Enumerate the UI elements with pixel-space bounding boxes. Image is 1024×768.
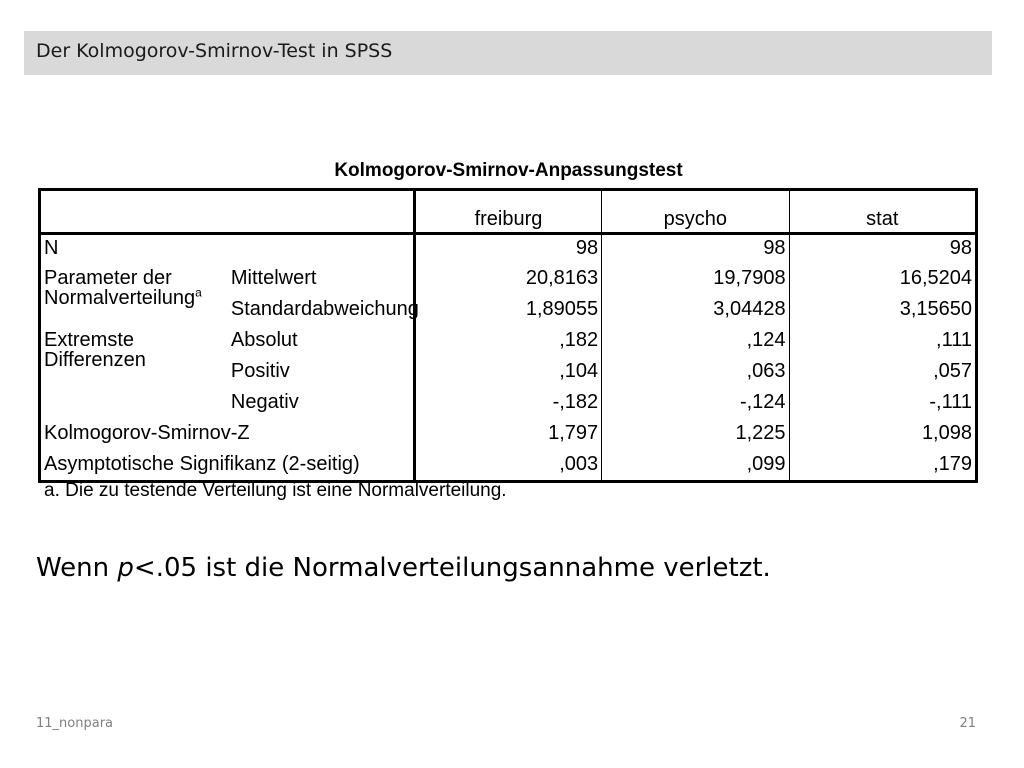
row-sublabel bbox=[227, 234, 414, 265]
row-label: N bbox=[44, 237, 59, 259]
row-sublabel: Negativ bbox=[230, 390, 299, 413]
value-cell: 98 bbox=[414, 234, 601, 265]
row-sublabel: Mittelwert bbox=[230, 266, 317, 289]
value-cell: -,111 bbox=[789, 389, 976, 420]
value-cell: ,124 bbox=[602, 327, 789, 358]
column-header-stat: stat bbox=[789, 190, 976, 234]
column-header-psycho: psycho bbox=[602, 190, 789, 234]
value-cell: 1,225 bbox=[602, 420, 789, 451]
row-label: Extremste Differenzen bbox=[44, 328, 146, 371]
value-cell: 98 bbox=[602, 234, 789, 265]
value-cell: ,182 bbox=[414, 327, 601, 358]
value-cell: 20,8163 bbox=[414, 265, 601, 296]
value-cell: 1,797 bbox=[414, 420, 601, 451]
table-row-n bbox=[40, 234, 977, 265]
row-sublabel: Standardabweichung bbox=[230, 297, 419, 320]
row-label-parameter bbox=[40, 265, 227, 327]
page-number: 21 bbox=[959, 716, 976, 731]
value-cell: -,124 bbox=[602, 389, 789, 420]
value-cell: 16,5204 bbox=[789, 265, 976, 296]
row-sublabel: Absolut bbox=[230, 328, 298, 351]
footer-label: 11_nonpara bbox=[36, 716, 114, 731]
row-label: Parameter der Normalverteilung bbox=[44, 266, 196, 309]
value-cell: 3,15650 bbox=[789, 296, 976, 327]
value-cell: ,057 bbox=[789, 358, 976, 389]
table-row-mittelwert bbox=[40, 265, 977, 296]
row-label: Asymptotische Signifikanz (2-seitig) bbox=[44, 452, 360, 475]
table-title: Kolmogorov-Smirnov-Anpassungstest bbox=[334, 160, 683, 181]
value-cell: -,182 bbox=[414, 389, 601, 420]
table-row-absolut bbox=[40, 327, 977, 358]
table-footnote: a. Die zu testende Verteilung ist eine Normalverteilung. bbox=[44, 480, 507, 501]
value-cell: ,099 bbox=[602, 451, 789, 482]
statement-prefix: Wenn bbox=[36, 553, 118, 583]
value-cell: ,063 bbox=[602, 358, 789, 389]
value-cell: ,179 bbox=[789, 451, 976, 482]
table-header-row bbox=[40, 190, 977, 234]
ks-test-table bbox=[38, 188, 978, 483]
slide-title-bar bbox=[24, 31, 992, 75]
value-cell: ,003 bbox=[414, 451, 601, 482]
row-sublabel: Positiv bbox=[230, 359, 290, 382]
footnote-marker: a bbox=[195, 284, 202, 299]
value-cell: 19,7908 bbox=[602, 265, 789, 296]
statement-p-symbol: p bbox=[117, 553, 134, 583]
slide-title: Der Kolmogorov-Smirnov-Test in SPSS bbox=[36, 40, 393, 62]
column-header-freiburg: freiburg bbox=[414, 190, 601, 234]
value-cell: ,111 bbox=[789, 327, 976, 358]
row-label: Kolmogorov-Smirnov-Z bbox=[44, 421, 250, 444]
table-row-ks-z bbox=[40, 420, 977, 451]
value-cell: 3,04428 bbox=[602, 296, 789, 327]
value-cell: 1,89055 bbox=[414, 296, 601, 327]
header-blank-cell bbox=[40, 190, 415, 234]
table-row-signifikanz bbox=[40, 451, 977, 482]
value-cell: ,104 bbox=[414, 358, 601, 389]
value-cell: 1,098 bbox=[789, 420, 976, 451]
value-cell: 98 bbox=[789, 234, 976, 265]
statement-suffix: <.05 ist die Normalverteilungsannahme verletzt. bbox=[133, 553, 771, 583]
conclusion-statement bbox=[36, 553, 771, 583]
